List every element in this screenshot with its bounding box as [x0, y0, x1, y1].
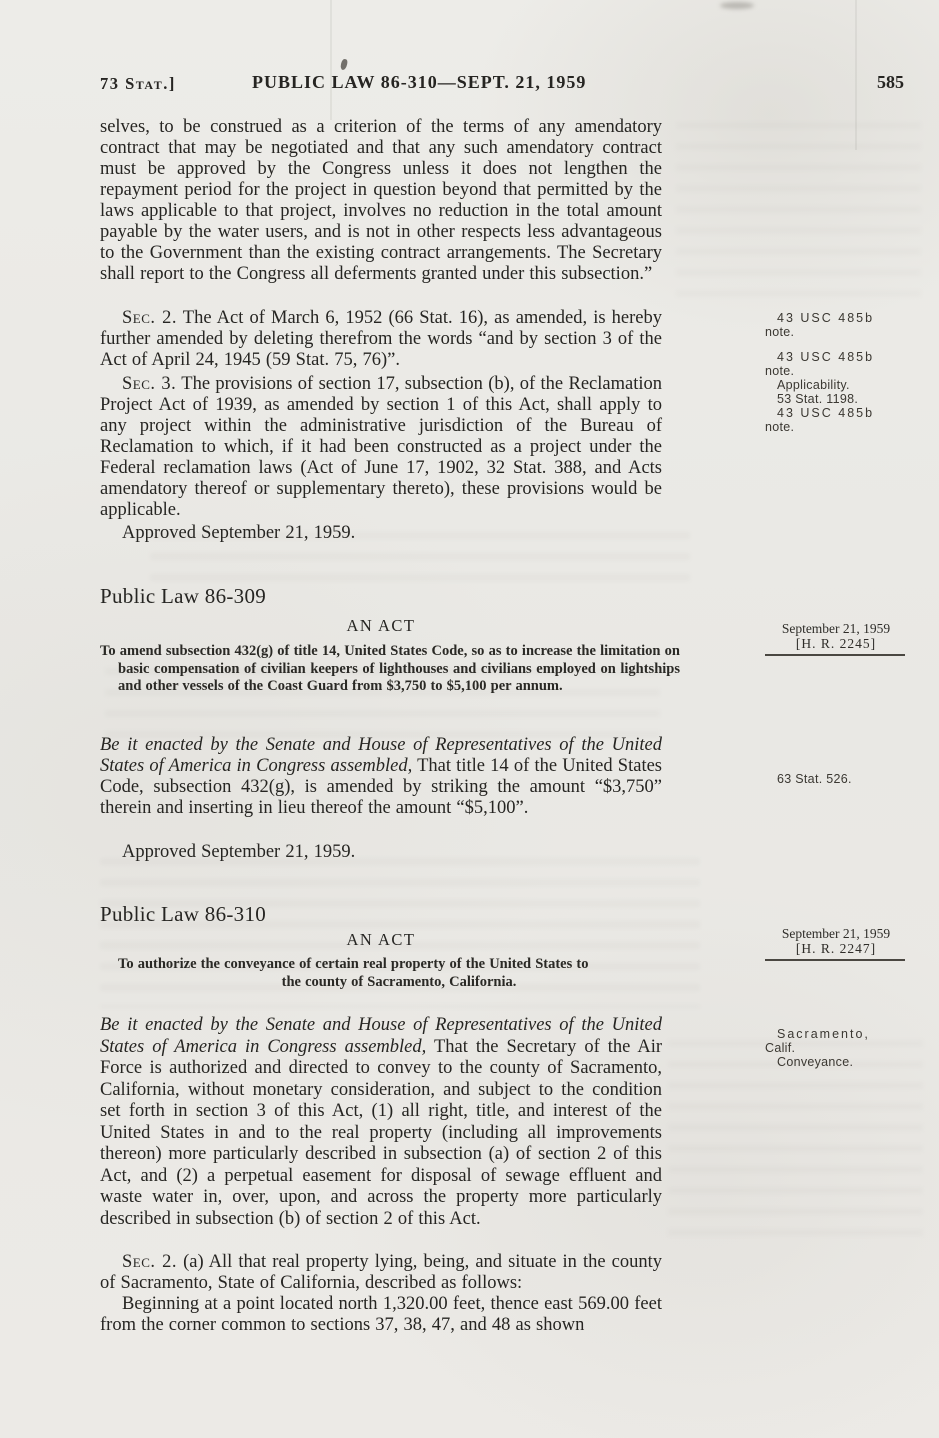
margin-note-line: note.	[765, 420, 795, 434]
bleed-through-smudge	[668, 1040, 923, 1250]
ink-speck	[340, 58, 348, 70]
section-text: (a) All that real property lying, being, and situate in the county of Sacramento, State of California, described as follows:	[100, 1252, 662, 1293]
an-act-heading-309: AN ACT	[346, 616, 416, 635]
section-text: The provisions of section 17, subsection (b), of the Reclamation Project Act of 1939, as amended by section 1 of this Act, shall apply to any project within the administrative jurisdiction of the Bureau of Reclamation to which, if it had been constructed as a project under the Federal reclamation laws (Act of June 17, 1902, 32 Stat. 388, and Acts amendatory thereof or supplementary thereto), these provisions would be applicable.	[100, 374, 662, 520]
margin-note-line: 63 Stat. 526.	[777, 772, 852, 786]
scan-mark	[720, 2, 754, 9]
margin-note-line: Conveyance.	[777, 1055, 854, 1069]
margin-note-applicability	[765, 378, 907, 434]
enacting-clause-309	[100, 735, 662, 819]
margin-rule	[765, 654, 905, 656]
margin-note-usc-2	[765, 350, 907, 378]
margin-note-stat-526	[765, 772, 907, 786]
margin-note-line: 53 Stat. 1198.	[777, 392, 859, 406]
section-3-paragraph	[100, 374, 662, 521]
page-number: 585	[877, 72, 904, 92]
margin-note-line: note.	[765, 364, 795, 378]
preamble-310	[100, 956, 680, 991]
section-label: Sec. 3.	[122, 374, 177, 394]
enacting-words-italic: Be it enacted by the Senate and House of Representatives of the United States of America in Congress assembled,	[100, 735, 662, 776]
margin-note-line: note.	[765, 325, 795, 339]
margin-date: September 21, 1959	[781, 926, 891, 941]
enacting-words-rest: That title 14 of the United States Code, subsection 432(g), is amended by striking the amount “$3,750” therein and inserting in lieu thereof the amount “$5,100”.	[100, 756, 662, 818]
land-description-paragraph: Beginning at a point located north 1,320.00 feet, thence east 569.00 feet from the corner common to sections 37, 38, 47, and 48 as shown	[100, 1294, 662, 1335]
an-act-heading-310: AN ACT	[346, 930, 416, 949]
section-2a-paragraph	[100, 1252, 662, 1294]
running-title: PUBLIC LAW 86-310—SEPT. 21, 1959	[252, 72, 587, 92]
margin-note-line: Applicability.	[777, 378, 850, 392]
approved-line-309: Approved September 21, 1959.	[122, 842, 356, 862]
public-law-86-309-heading: Public Law 86-309	[100, 584, 267, 608]
section-label: Sec. 2.	[122, 1252, 177, 1272]
margin-bill-number: [H. R. 2245]	[795, 636, 877, 651]
margin-bill-number: [H. R. 2247]	[795, 941, 877, 956]
margin-note-line: Sacramento,	[777, 1027, 870, 1041]
margin-note-line: Calif.	[765, 1041, 796, 1055]
margin-rule	[765, 959, 905, 961]
section-2-paragraph	[100, 308, 662, 371]
margin-note-sacramento	[765, 1027, 907, 1069]
public-law-86-310-heading: Public Law 86-310	[100, 902, 267, 926]
stat-volume-citation: 73 Stat.]	[100, 74, 176, 93]
scan-streak	[330, 0, 332, 120]
approved-line: Approved September 21, 1959.	[122, 523, 356, 543]
margin-note-line: 43 USC 485b	[777, 350, 875, 364]
margin-note-usc-1	[765, 311, 907, 339]
margin-note-line: 43 USC 485b	[777, 406, 875, 420]
section-label: Sec. 2.	[122, 308, 178, 328]
margin-note-line: 43 USC 485b	[777, 311, 875, 325]
bleed-through-smudge	[676, 122, 921, 307]
margin-note-date-309	[765, 621, 907, 656]
section-text: The Act of March 6, 1952 (66 Stat. 16), as amended, is hereby further amended by deleting therefrom the words “and by section 3 of the Act of April 24, 1945 (59 Stat. 75, 76)”.	[100, 308, 662, 370]
continuation-paragraph: selves, to be construed as a criterion of the terms of any amendatory contract that may be negotiated and that any such amendatory contract must be approved by the Congress unless it does not lengthen the repayment period for the project in question beyond that permitted by the laws applicable to that project, involves no reduction in the total amount payable by the water users, and is not in other respects less advantageous to the Government than the existing contract arrangements. The Secretary shall report to the Congress all deferments granted under this subsection.”	[100, 117, 662, 284]
enacting-clause-310	[100, 1015, 662, 1230]
enacting-words-rest: That the Secretary of the Air Force is authorized and directed to convey to the county of Sacramento, California, without monetary consideration, and subject to the condition set forth in section 3 of this Act, (1) all right, title, and interest of the United States in and to the real property (including all improvements thereon) more particularly described in subsection (a) of section 2 of this Act, and (2) a perpetual easement for disposal of sewage effluent and waste water in, over, upon, and across the property more particularly described in subsection (b) of section 2 of this Act.	[100, 1036, 663, 1229]
enacting-words-italic: Be it enacted by the Senate and House of Representatives of the United States of America in Congress assembled,	[100, 1015, 662, 1057]
margin-date: September 21, 1959	[781, 621, 891, 636]
preamble-310-line1: To authorize the conveyance of certain real property of the United States to	[118, 956, 589, 972]
preamble-310-line2: the county of Sacramento, California.	[281, 973, 517, 990]
margin-note-date-310	[765, 926, 907, 961]
preamble-309: To amend subsection 432(g) of title 14, United States Code, so as to increase the limitation on basic compensation of civilian keepers of lighthouses and civilians employed on lightships and other vessels of the Coast Guard from $3,750 to $5,100 per annum.	[100, 643, 680, 694]
page-header	[0, 72, 939, 98]
